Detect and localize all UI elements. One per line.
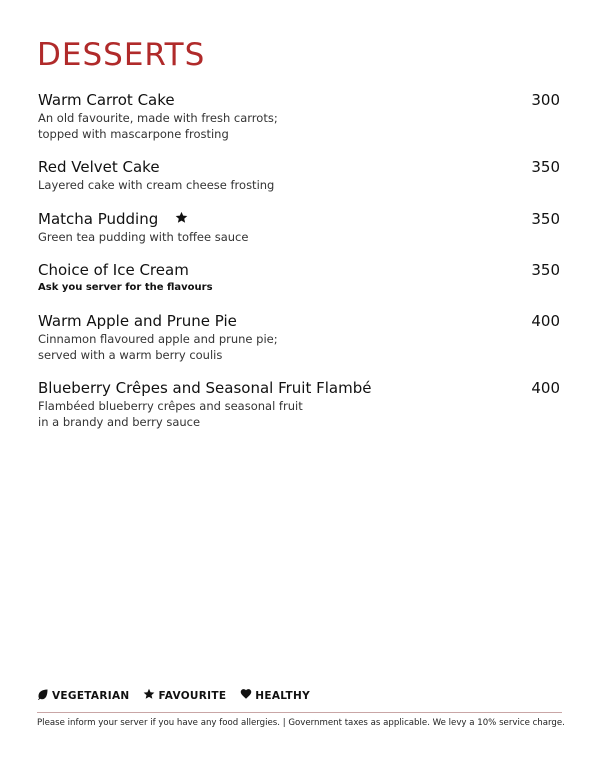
menu-item-description: Green tea pudding with toffee sauce [38,230,249,244]
dessert-menu-list [38,91,560,446]
menu-item-price: 400 [531,312,560,330]
dietary-legend [37,688,324,703]
legend-healthy-label: HEALTHY [255,689,310,702]
menu-item-name: Red Velvet Cake [38,158,160,176]
menu-item-description: Flambéed blueberry crêpes and seasonal fruit in a brandy and berry sauce [38,399,303,429]
menu-item-description: Cinnamon flavoured apple and prune pie; served with a warm berry coulis [38,332,278,362]
legend-vegetarian-label: VEGETARIAN [52,689,130,702]
menu-item-price: 300 [531,91,560,109]
menu-item-name: Warm Apple and Prune Pie [38,312,237,330]
footer-note: Please inform your server if you have any food allergies. | Government taxes as applicable. We levy a 10% service charge. [37,718,565,728]
leaf-icon [37,688,52,703]
menu-item-price: 350 [531,210,560,228]
star-icon [143,688,158,703]
menu-item-warm-carrot-cake [38,91,560,142]
menu-item-name: Matcha Pudding [38,210,159,228]
legend-vegetarian [37,688,129,703]
legend-healthy [240,688,310,703]
menu-item-header [38,261,560,279]
legend-favourite-label: FAVOURITE [158,689,227,702]
menu-item-description: Layered cake with cream cheese frosting [38,178,275,192]
menu-item-name-group [38,209,188,228]
menu-item-choice-of-ice-cream [38,261,560,296]
menu-item-header [38,379,560,397]
menu-item-blueberry-crepes [38,379,560,430]
menu-item-price: 400 [531,379,560,397]
menu-item-name: Choice of Ice Cream [38,261,189,279]
menu-item-description: An old favourite, made with fresh carrots; topped with mascarpone frosting [38,111,278,141]
menu-item-header [38,312,560,330]
menu-item-header [38,209,560,228]
menu-item-price: 350 [531,158,560,176]
legend-favourite [143,688,226,703]
menu-item-header [38,91,560,109]
footer-divider [37,712,562,713]
heart-icon [240,688,255,703]
menu-item-name: Blueberry Crêpes and Seasonal Fruit Flambé [38,379,372,397]
menu-item-red-velvet-cake [38,158,560,193]
menu-item-description: Ask you server for the flavours [38,282,213,293]
menu-item-warm-apple-and-prune-pie [38,312,560,363]
menu-item-price: 350 [531,261,560,279]
star-icon [175,211,188,227]
menu-item-matcha-pudding [38,209,560,245]
menu-item-name: Warm Carrot Cake [38,91,175,109]
menu-item-header [38,158,560,176]
page-title: DESSERTS [37,37,206,73]
